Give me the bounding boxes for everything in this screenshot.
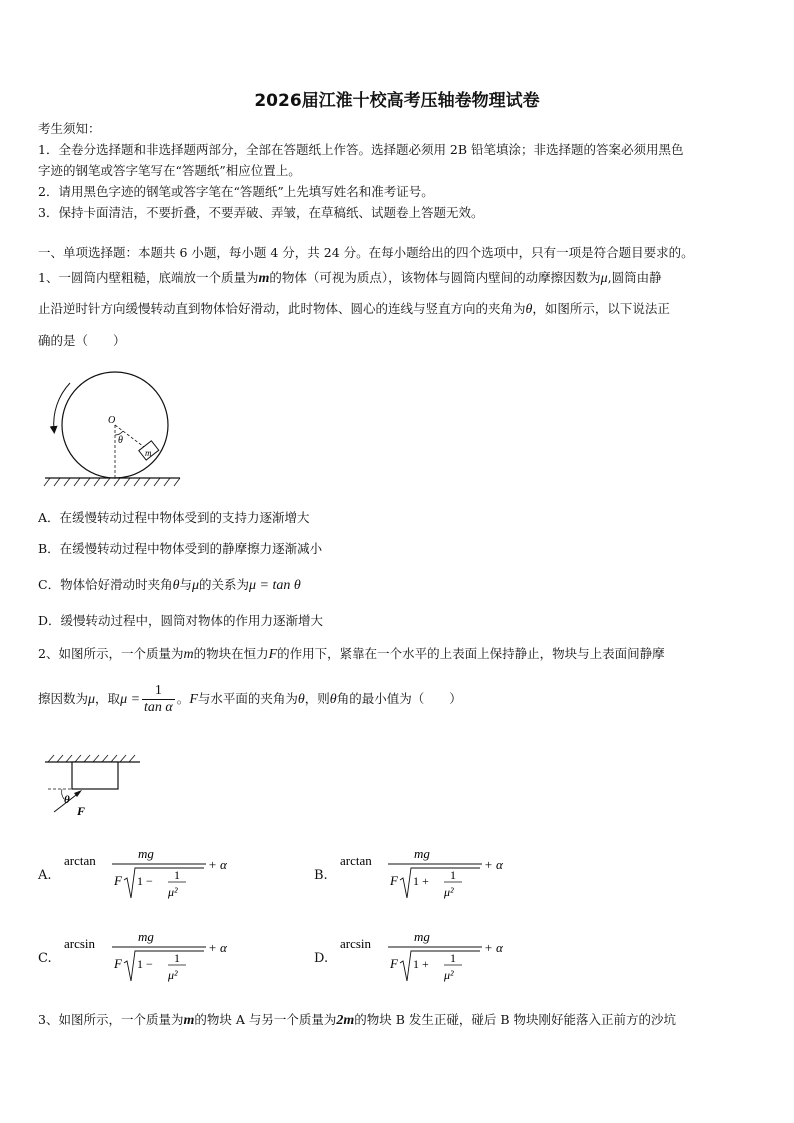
sqrt-sign-term: 1 − — [137, 874, 153, 888]
q1-cylinder-figure — [40, 368, 190, 488]
theta-label: θ — [64, 794, 70, 806]
q2-option-d[interactable] — [314, 925, 534, 995]
sqrt-sign — [124, 951, 204, 981]
denominator-prefix: F — [390, 956, 398, 971]
function-name: arcsin — [64, 936, 96, 951]
q1-option-b[interactable]: B．在缓慢转动过程中物体受到的静摩擦力逐渐减小 — [38, 541, 323, 556]
option-letter: D. — [314, 951, 329, 966]
notice-item: 字迹的钢笔或答字笔写在“答题纸”相应位置上。 — [38, 163, 301, 178]
option-formula — [340, 842, 520, 908]
sqrt-sign-term: 1 + — [413, 957, 429, 971]
block — [72, 762, 118, 789]
option-letter: A. — [38, 868, 52, 883]
numerator: mg — [138, 846, 154, 861]
inner-denominator: μ² — [444, 885, 454, 899]
option-letter: B. — [314, 868, 328, 883]
notice-item: 2．请用黑色字迹的钢笔或答字笔在“答题纸”上先填写姓名和准考证号。 — [38, 184, 434, 199]
theta-label: θ — [118, 435, 123, 446]
denominator-prefix: F — [390, 873, 398, 888]
numerator: mg — [138, 929, 154, 944]
function-name: arctan — [340, 853, 372, 868]
mass-label: m — [145, 448, 152, 458]
sqrt-sign — [400, 951, 480, 981]
sqrt-sign-term: 1 + — [413, 874, 429, 888]
alpha-term: + α — [208, 857, 227, 872]
function-name: arctan — [64, 853, 96, 868]
alpha-term: + α — [484, 857, 503, 872]
q2-option-b[interactable] — [314, 842, 534, 912]
option-formula — [340, 925, 520, 991]
q1-stem-line2: 止沿逆时针方向缓慢转动直到物体恰好滑动，此时物体、圆心的连线与竖直方向的夹角为θ，如图所示，以下说法正 — [38, 301, 670, 317]
option-formula — [64, 925, 244, 991]
sqrt-sign — [124, 868, 204, 898]
q1-option-c[interactable]: C．物体恰好滑动时夹角θ与μ的关系为μ = tan θ — [38, 577, 301, 593]
inner-numerator: 1 — [174, 868, 180, 882]
q2-option-a[interactable] — [38, 842, 258, 912]
option-letter: C. — [38, 951, 52, 966]
center-label: O — [108, 415, 116, 426]
notice-item: 3．保持卡面清洁，不要折叠，不要弄破、弄皱，在草稿纸、试题卷上答题无效。 — [38, 205, 484, 220]
inner-denominator: μ² — [168, 968, 178, 982]
inner-denominator: μ² — [168, 885, 178, 899]
inner-numerator: 1 — [174, 951, 180, 965]
function-name: arcsin — [340, 936, 372, 951]
q2-option-c[interactable] — [38, 925, 258, 995]
ground-hatch — [44, 478, 180, 486]
q1-stem-line3: 确的是（ ） — [38, 333, 126, 348]
q1-stem-line1: 1、一圆筒内壁粗糙，底端放一个质量为m的物体（可视为质点），该物体与圆筒内壁间的动摩擦因数为μ,圆筒由静 — [38, 270, 662, 286]
alpha-term: + α — [484, 940, 503, 955]
q1-option-d[interactable]: D．缓慢转动过程中，圆筒对物体的作用力逐渐增大 — [38, 613, 324, 628]
numerator: mg — [414, 929, 430, 944]
q2-stem-line2: 擦因数为μ，取μ = $\frac{1}{\text{tan α}}$ 。F与水平面的夹角为θ，则θ角的最小值为（ ） — [38, 683, 462, 715]
q3-stem-line1: 3、如图所示，一个质量为m的物块 A 与另一个质量为2m的物块 B 发生正碰，碰后 B 物块刚好能落入正前方的沙坑 — [38, 1012, 677, 1028]
numerator: mg — [414, 846, 430, 861]
notice-item: 1．全卷分选择题和非选择题两部分，全部在答题纸上作答。选择题必须用 2B 铅笔填涂；非选择题的答案必须用黑色 — [38, 142, 684, 157]
notice-heading: 考生须知： — [38, 121, 101, 136]
option-formula — [64, 842, 244, 908]
q2-mu-fraction: $\frac{1}{\text{tan α}}$ — [144, 683, 173, 715]
q2-stem-line1: 2、如图所示，一个质量为m的物块在恒力F的作用下，紧靠在一个水平的上表面上保持静止，物块与上表面间静摩 — [38, 646, 665, 662]
denominator-prefix: F — [114, 873, 122, 888]
q2-block-figure — [40, 752, 150, 822]
inner-numerator: 1 — [450, 868, 456, 882]
denominator-prefix: F — [114, 956, 122, 971]
alpha-term: + α — [208, 940, 227, 955]
force-label: F — [77, 804, 86, 818]
ceiling-hatch — [48, 755, 135, 762]
q1-option-a[interactable]: A．在缓慢转动过程中物体受到的支持力逐渐增大 — [38, 510, 310, 525]
sqrt-sign — [400, 868, 480, 898]
inner-denominator: μ² — [444, 968, 454, 982]
inner-numerator: 1 — [450, 951, 456, 965]
page-title: 2026届江淮十校高考压轴卷物理试卷 — [254, 91, 540, 111]
section-heading: 一、单项选择题：本题共 6 小题，每小题 4 分，共 24 分。在每小题给出的四个选项中，只有一项是符合题目要求的。 — [38, 245, 694, 260]
sqrt-sign-term: 1 − — [137, 957, 153, 971]
